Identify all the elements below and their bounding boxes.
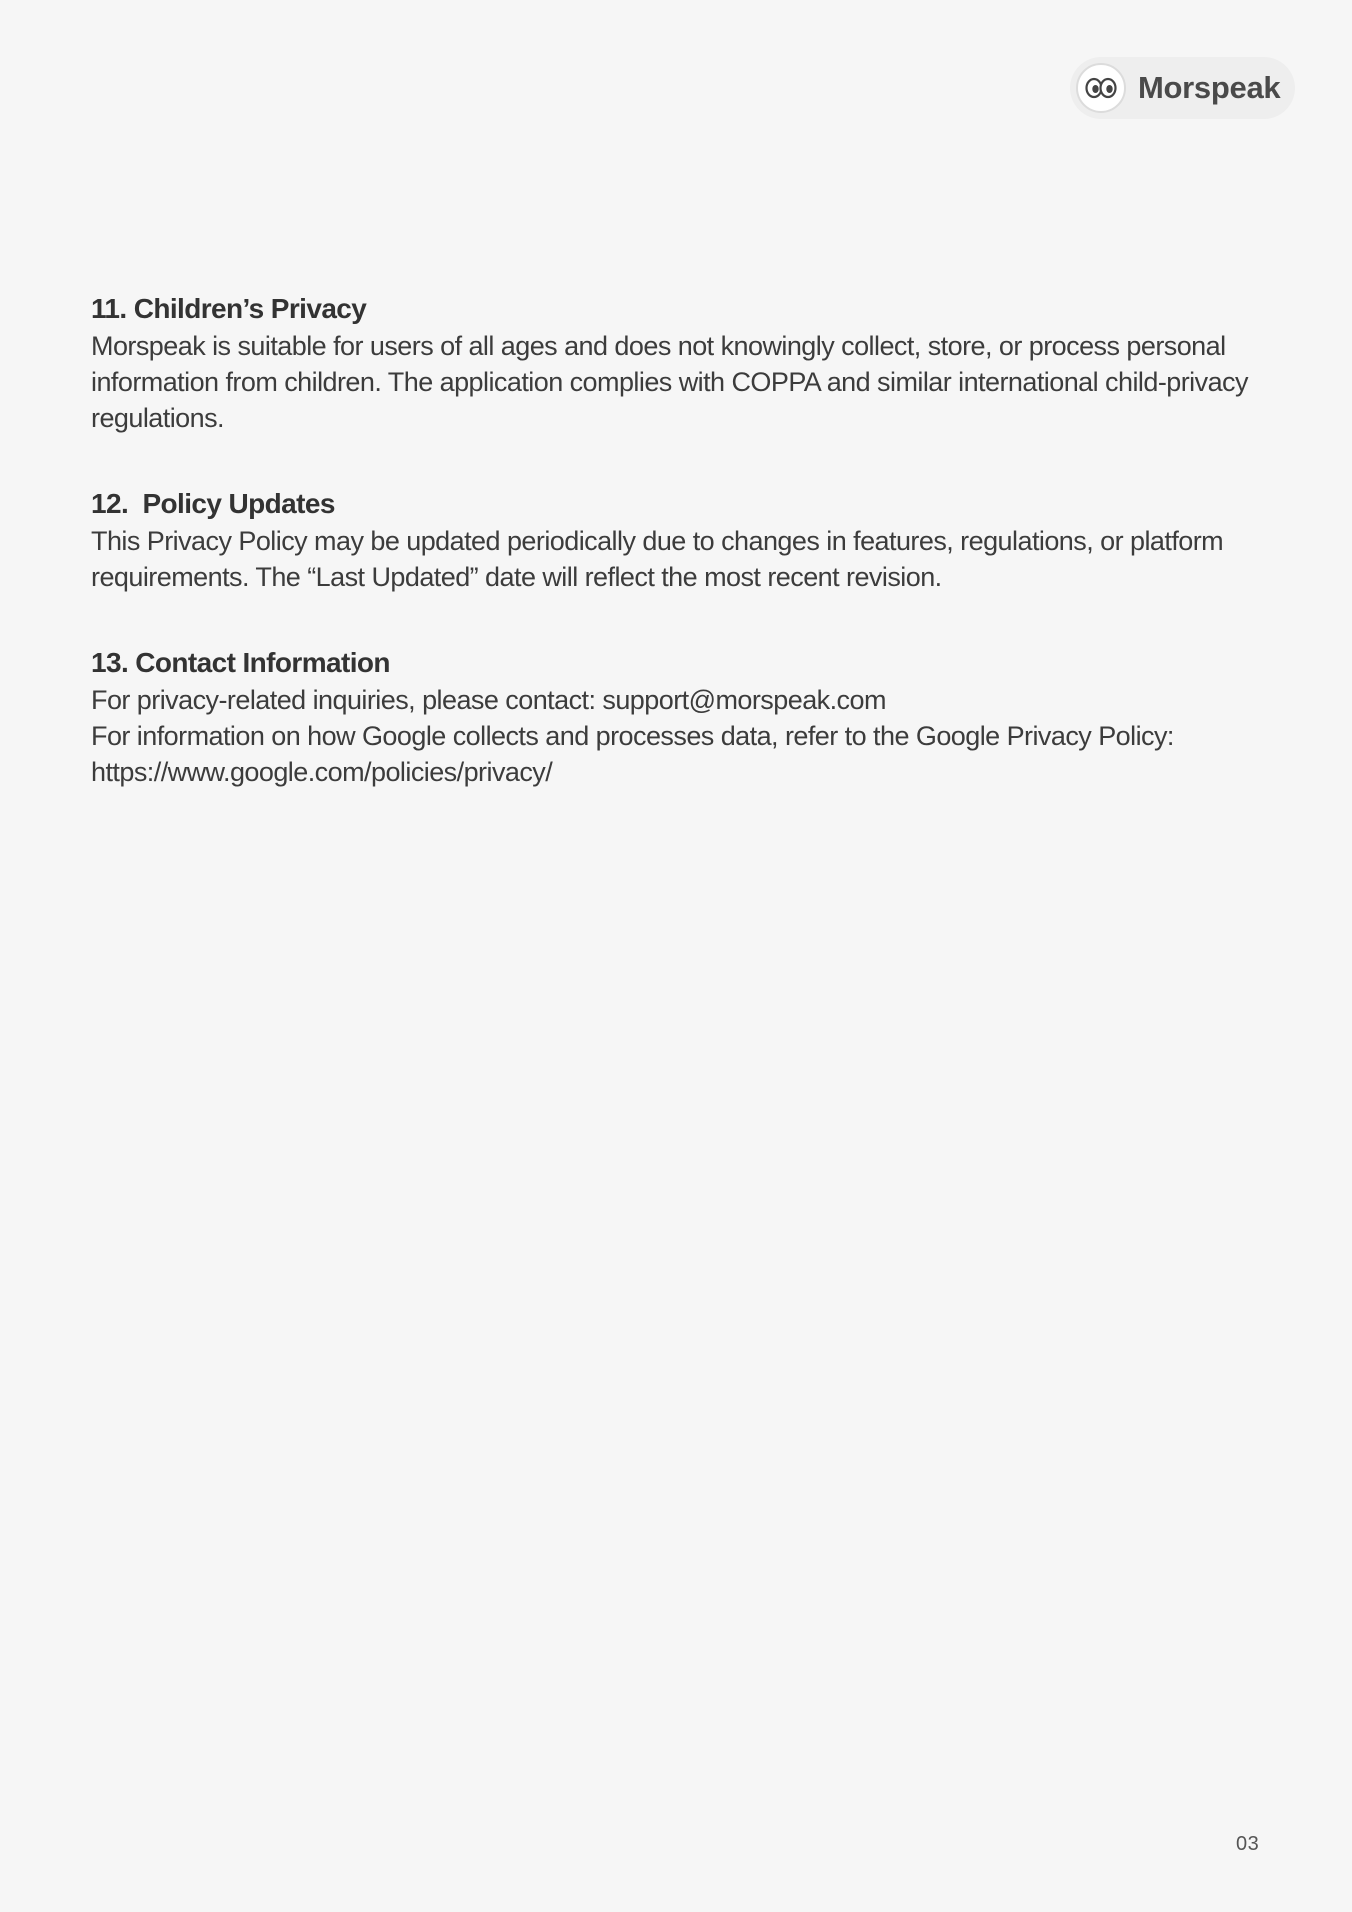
policy-content [91,290,1271,839]
section-paragraph: This Privacy Policy may be updated periodically due to changes in features, regulations, or platform requirements. The “Last Updated” date will reflect the most recent revision. [91,526,1224,592]
section-paragraph: Morspeak is suitable for users of all ages and does not knowingly collect, store, or process personal information from children. The application complies with COPPA and similar international child-privacy regulations. [91,331,1248,433]
google-privacy-line: For information on how Google collects and processes data, refer to the Google Privacy Policy: https://www.google.com/policies/privacy/ [91,721,1174,787]
brand-name: Morspeak [1138,70,1281,105]
section-policy-updates [91,485,1271,595]
brand-badge [1070,57,1295,119]
googly-eyes-icon [1076,63,1126,113]
contact-email-line: For privacy-related inquiries, please contact: support@morspeak.com [91,685,886,715]
section-title: 12. Policy Updates [91,488,335,519]
section-title: 11. Children’s Privacy [91,293,367,324]
page-number: 03 [1236,1833,1260,1855]
section-contact-information [91,644,1271,790]
section-title: 13. Contact Information [91,647,390,678]
section-childrens-privacy [91,290,1271,436]
